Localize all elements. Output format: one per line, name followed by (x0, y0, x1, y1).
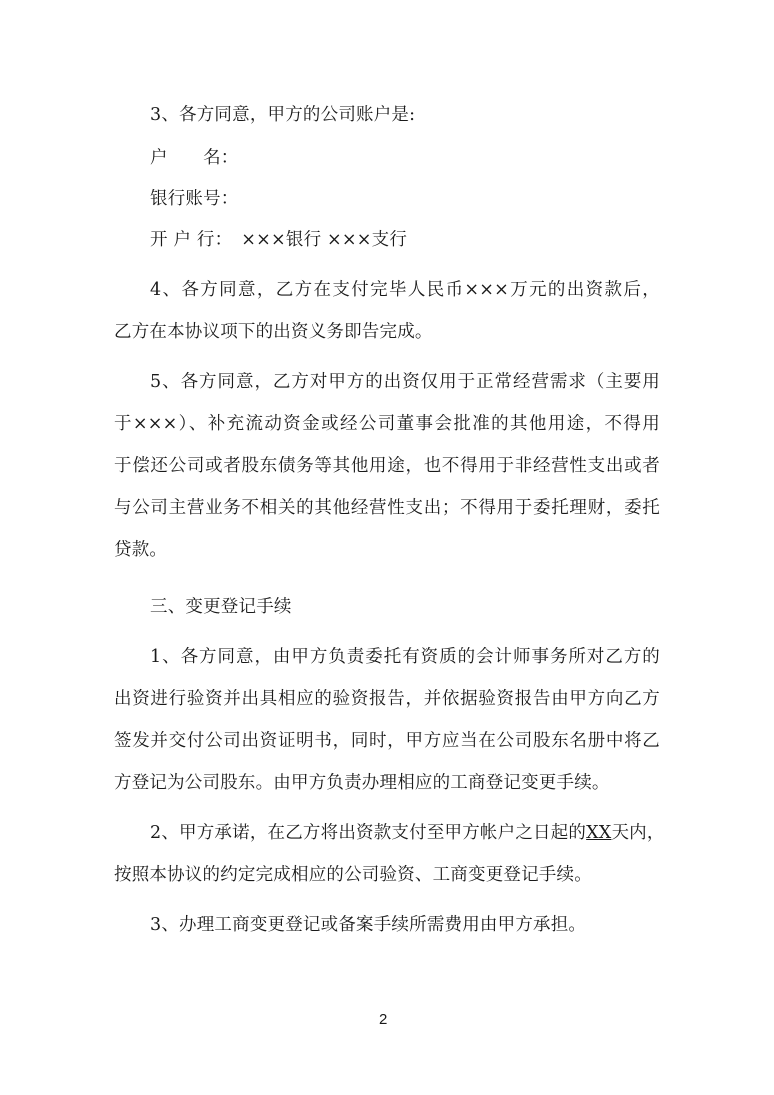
section-3-clause-1-line-1: 1、各方同意，由甲方负责委托有资质的会计师事务所对乙方的 (150, 647, 660, 667)
opening-bank-line: 开 户 行： ×××银行 ×××支行 (150, 230, 408, 250)
bank-account-label: 银行账号： (150, 189, 239, 209)
section-3-clause-3: 3、办理工商变更登记或备案手续所需费用由甲方承担。 (150, 915, 587, 935)
section-3-clause-2-line-2: 按照本协议的约定完成相应的公司验资、工商变更登记手续。 (114, 865, 592, 885)
section-3-heading: 三、变更登记手续 (150, 597, 292, 617)
section-3-clause-1-line-4: 方登记为公司股东。由甲方负责办理相应的工商登记变更手续。 (114, 773, 610, 793)
section-3-clause-1-line-2: 出资进行验资并出具相应的验资报告，并依据验资报告由甲方向乙方 (114, 689, 660, 709)
account-name-label: 户 名： (150, 148, 239, 168)
clause-4-line-1: 4、各方同意，乙方在支付完毕人民币×××万元的出资款后， (150, 280, 660, 300)
clause-5-line-4: 与公司主营业务不相关的其他经营性支出；不得用于委托理财，委托 (114, 498, 660, 518)
clause-4-line-2: 乙方在本协议项下的出资义务即告完成。 (114, 322, 433, 342)
clause-2-text-after: 天内， (611, 823, 665, 843)
clause-2-text-before: 2、甲方承诺，在乙方将出资款支付至甲方帐户之日起的 (150, 823, 587, 843)
clause-3-account-heading: 3、各方同意，甲方的公司账户是: (150, 105, 416, 125)
days-placeholder: XX (586, 823, 612, 843)
section-3-clause-2-line-1 (150, 821, 665, 845)
clause-5-line-3: 于偿还公司或者股东债务等其他用途，也不得用于非经营性支出或者 (114, 456, 660, 476)
clause-5-line-2: 于×××）、补充流动资金或经公司董事会批准的其他用途，不得用 (114, 414, 660, 434)
clause-5-line-1: 5、各方同意，乙方对甲方的出资仅用于正常经营需求（主要用 (150, 372, 660, 392)
section-3-clause-1-line-3: 签发并交付公司出资证明书，同时，甲方应当在公司股东名册中将乙 (114, 731, 660, 751)
page-number: 2 (379, 1011, 388, 1028)
clause-5-line-5: 贷款。 (114, 540, 168, 560)
